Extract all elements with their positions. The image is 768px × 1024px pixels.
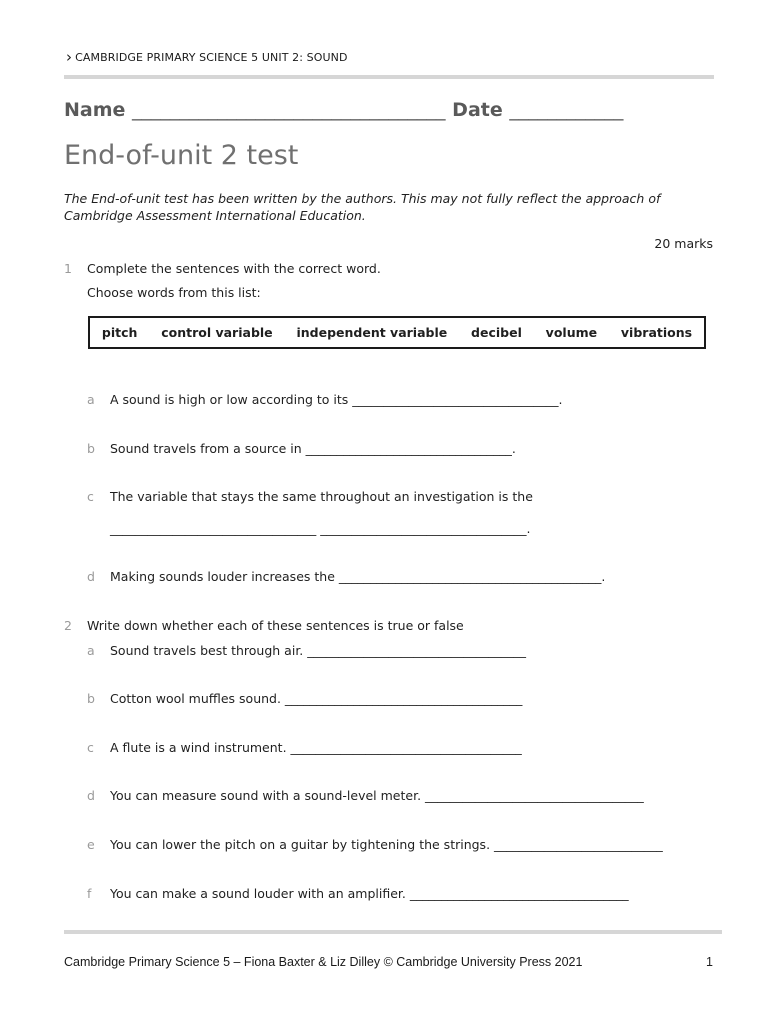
- chevron-right-icon: ›: [66, 48, 73, 66]
- name-date-row: [64, 99, 623, 121]
- date-label: Date: [452, 99, 503, 121]
- item-letter: d: [87, 569, 95, 584]
- true-false-item[interactable]: A flute is a wind instrument. _____________________________________: [110, 740, 522, 755]
- true-false-item[interactable]: You can lower the pitch on a guitar by tightening the strings. ___________________________: [110, 837, 663, 852]
- item-letter: c: [87, 740, 94, 755]
- item-letter: b: [87, 691, 95, 706]
- fill-in-item[interactable]: A sound is high or low according to its _________________________________.: [110, 392, 563, 407]
- word-item: independent variable: [296, 325, 448, 340]
- question-1-subinstruction: Choose words from this list:: [87, 285, 261, 300]
- word-item: volume: [545, 325, 598, 340]
- item-letter: a: [87, 643, 95, 658]
- question-2-instruction: Write down whether each of these sentences is true or false: [87, 618, 464, 633]
- breadcrumb: CAMBRIDGE PRIMARY SCIENCE 5 UNIT 2: SOUND: [75, 51, 348, 64]
- question-1-instruction: Complete the sentences with the correct word.: [87, 261, 381, 276]
- word-item: control variable: [161, 325, 273, 340]
- question-number: 1: [64, 261, 72, 276]
- word-item: pitch: [101, 325, 138, 340]
- word-list-box: [88, 316, 706, 349]
- item-letter: c: [87, 489, 94, 504]
- name-label: Name: [64, 99, 126, 121]
- true-false-item[interactable]: You can make a sound louder with an amplifier. ___________________________________: [110, 886, 629, 901]
- total-marks: 20 marks: [654, 236, 713, 251]
- fill-in-item[interactable]: Making sounds louder increases the __________________________________________.: [110, 569, 606, 584]
- fill-in-item[interactable]: Sound travels from a source in _________________________________.: [110, 441, 516, 456]
- item-letter: e: [87, 837, 95, 852]
- item-letter: a: [87, 392, 95, 407]
- item-letter: b: [87, 441, 95, 456]
- item-letter: f: [87, 886, 92, 901]
- item-letter: d: [87, 788, 95, 803]
- page-title: End-of-unit 2 test: [64, 140, 299, 171]
- name-blank[interactable]: _________________________________: [132, 99, 446, 121]
- running-header: [66, 50, 348, 65]
- true-false-item[interactable]: Sound travels best through air. ___________________________________: [110, 643, 527, 658]
- word-item: decibel: [471, 325, 522, 340]
- date-blank[interactable]: ____________: [509, 99, 624, 121]
- fill-in-item: The variable that stays the same throughout an investigation is the: [110, 489, 533, 504]
- fill-in-blank-line[interactable]: _________________________________ _________________________________.: [110, 521, 531, 536]
- header-divider: [64, 75, 714, 79]
- true-false-item[interactable]: Cotton wool muffles sound. ______________________________________: [110, 691, 523, 706]
- true-false-item[interactable]: You can measure sound with a sound-level meter. ___________________________________: [110, 788, 644, 803]
- footer-copyright: Cambridge Primary Science 5 – Fiona Baxter & Liz Dilley © Cambridge University Press 2021: [64, 955, 583, 969]
- word-item: vibrations: [620, 325, 693, 340]
- page-number: 1: [706, 955, 713, 969]
- footer-divider: [64, 930, 722, 934]
- intro-note: The End-of-unit test has been written by the authors. This may not fully reflect the approach of Cambridge Assessment International Education.: [64, 191, 661, 223]
- question-number: 2: [64, 618, 72, 633]
